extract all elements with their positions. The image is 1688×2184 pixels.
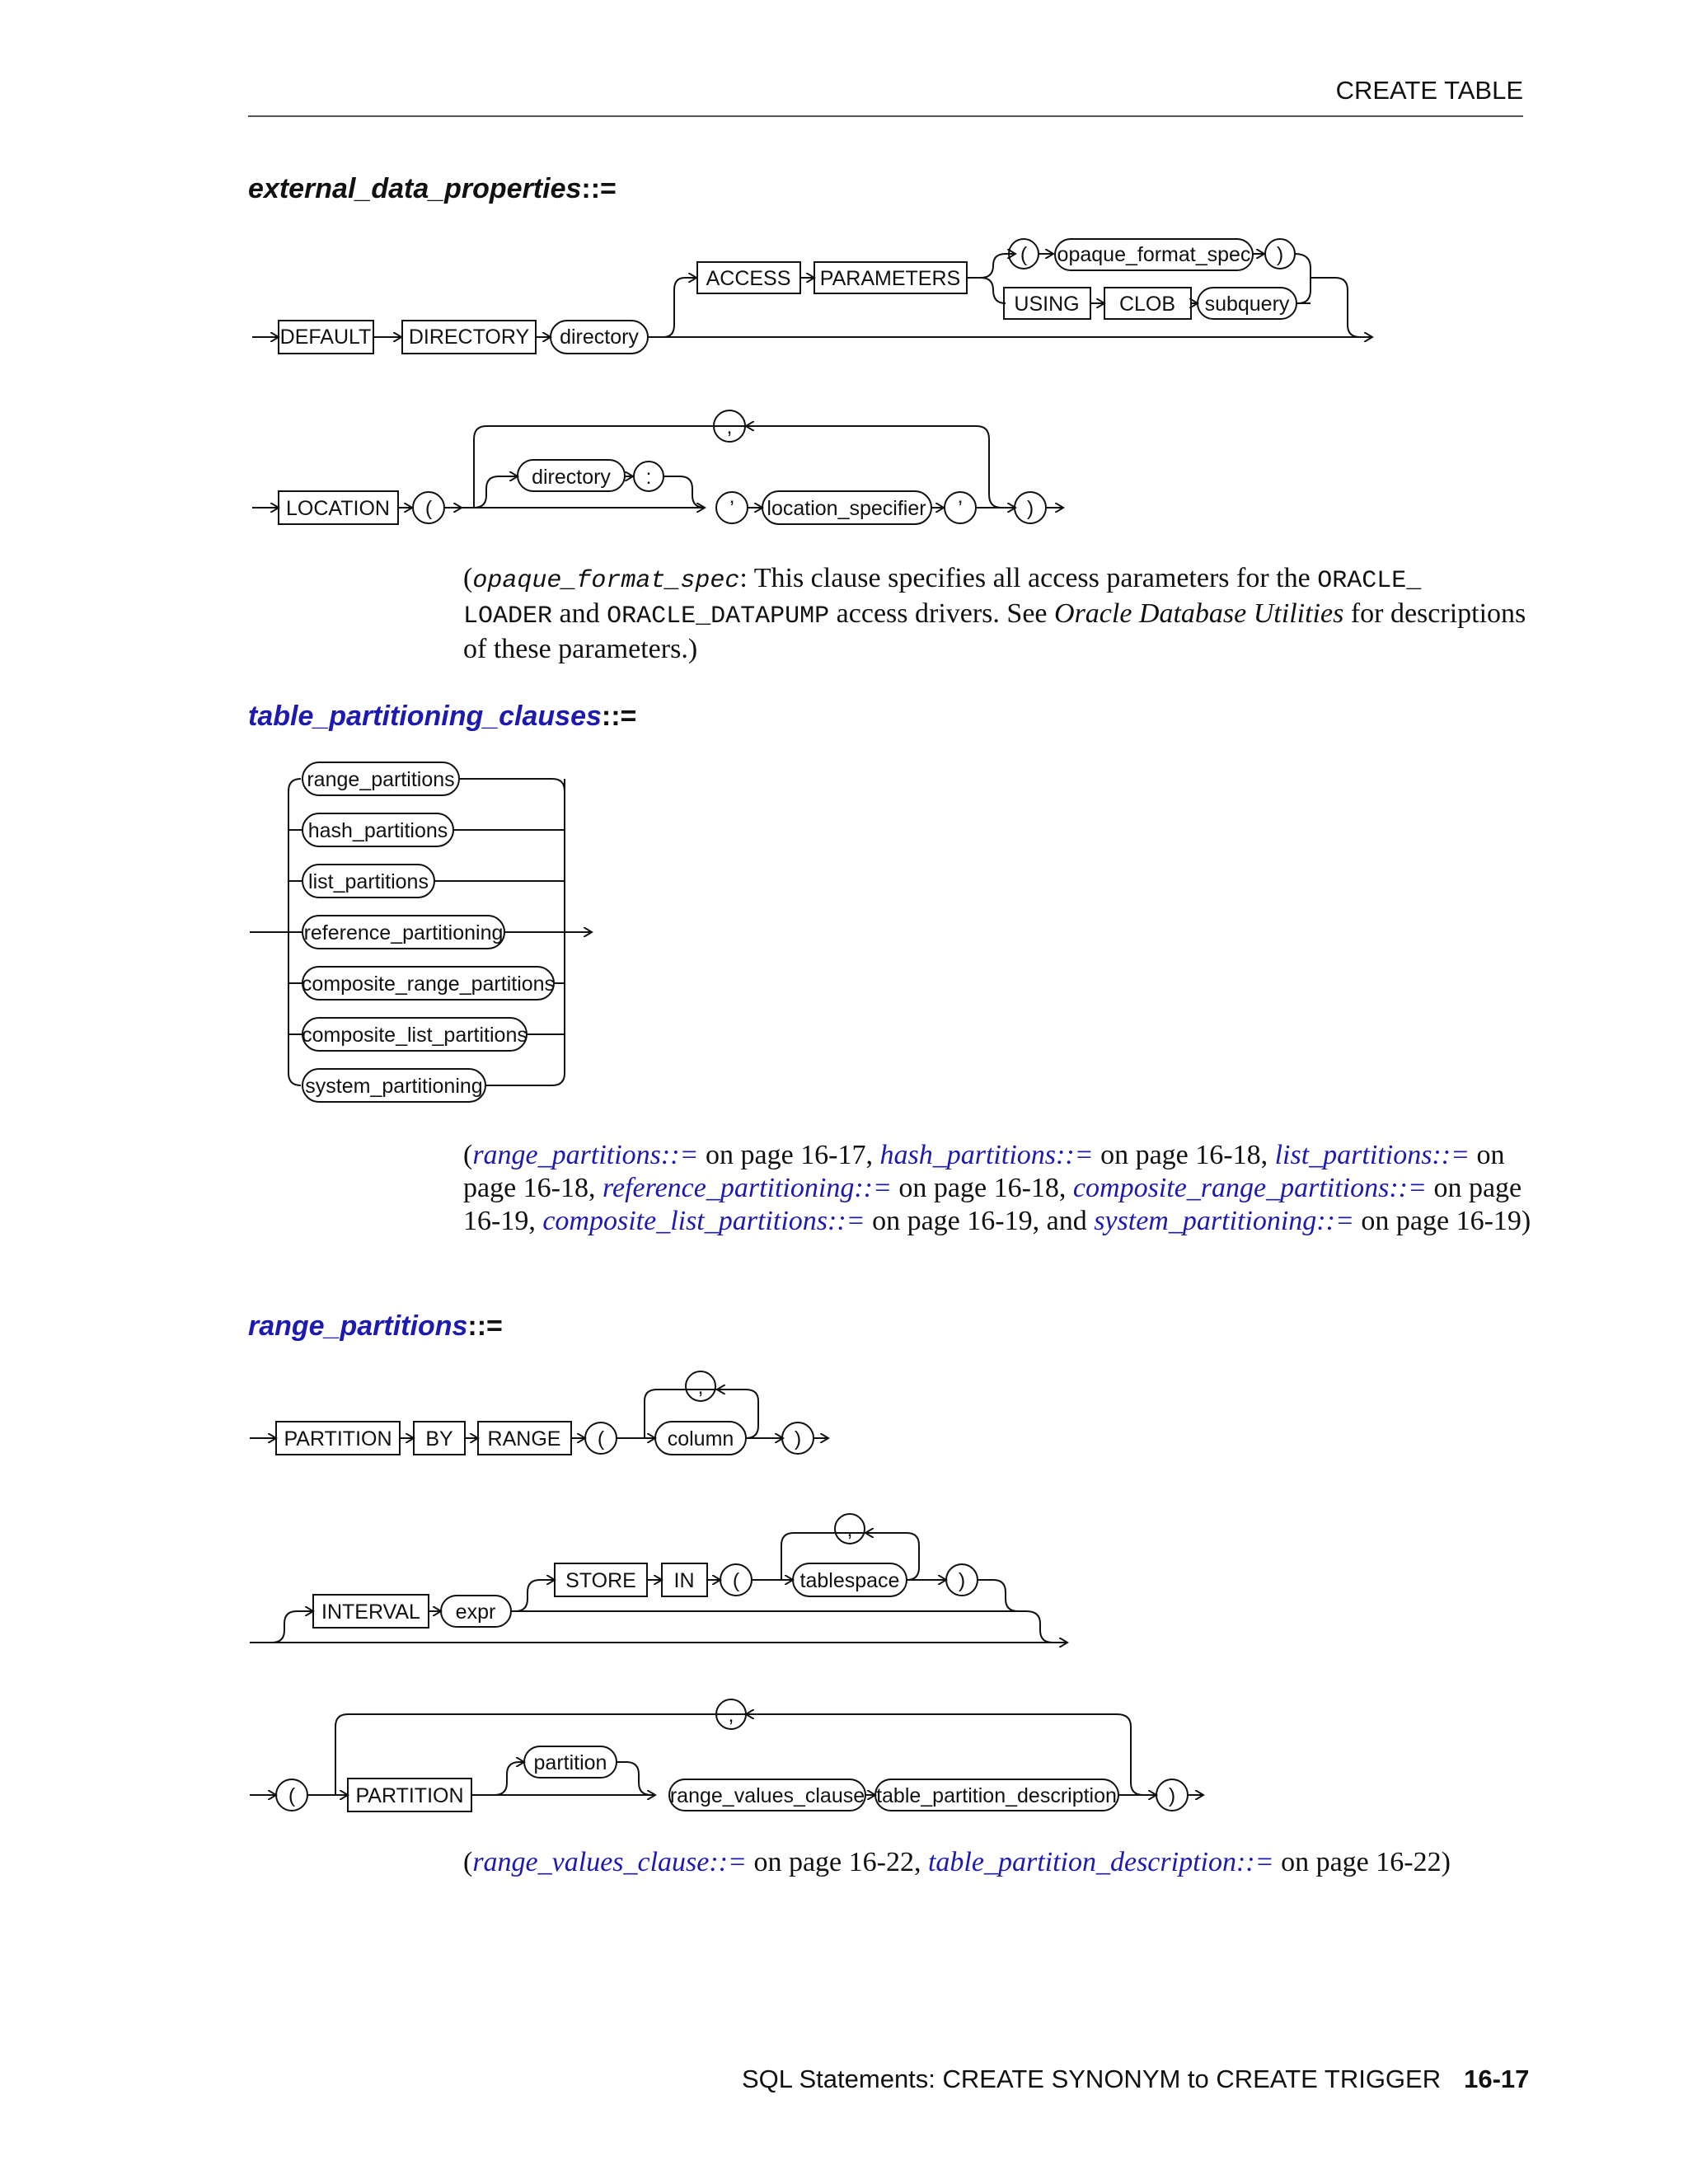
terminal-location: LOCATION	[286, 497, 390, 520]
external-note: (opaque_format_spec: This clause specifies all access parameters for the ORACLE_ LOADER and ORACLE_DATAPUMP access drivers. See Oracle Database Utilities for descriptions of these parameters.)	[463, 563, 1526, 664]
link-hash-partitions[interactable]: hash_partitions::=	[879, 1140, 1094, 1170]
symbol-comma-4: ,	[728, 1704, 734, 1727]
symbol-quote-close: ’	[958, 497, 963, 520]
option-label-range-partitions: range_partitions	[307, 768, 455, 791]
option-label-composite-range-partitions: composite_range_partitions	[301, 972, 556, 996]
nonterminal-directory-2: directory	[532, 466, 611, 489]
symbol-lparen-5: (	[288, 1784, 296, 1807]
section-title-external-data-properties: external_data_properties::=	[248, 173, 617, 204]
running-head: CREATE TABLE	[1335, 76, 1523, 105]
page-number: 16-17	[1464, 2064, 1530, 2093]
symbol-rparen: )	[1276, 243, 1284, 266]
option-label-list-partitions: list_partitions	[308, 870, 429, 893]
symbol-lparen-4: (	[732, 1569, 740, 1592]
nonterminal-subquery: subquery	[1204, 293, 1290, 316]
symbol-rparen-5: )	[1168, 1784, 1176, 1807]
symbol-comma-3: ,	[846, 1518, 853, 1541]
nonterminal-range-values-clause: range_values_clause	[669, 1784, 865, 1807]
symbol-colon: :	[645, 466, 652, 489]
symbol-rparen-3: )	[794, 1427, 802, 1451]
nonterminal-location-specifier: location_specifier	[767, 497, 926, 520]
symbol-quote-open: ’	[729, 497, 734, 520]
link-composite-range-partitions[interactable]: composite_range_partitions::=	[1072, 1173, 1427, 1203]
terminal-access: ACCESS	[706, 267, 791, 290]
option-label-reference-partitioning: reference_partitioning	[303, 921, 504, 944]
nonterminal-partition: partition	[533, 1751, 607, 1774]
terminal-interval: INTERVAL	[321, 1601, 420, 1624]
terminal-clob: CLOB	[1118, 293, 1176, 316]
symbol-rparen-4: )	[958, 1569, 966, 1592]
section-title-range-partitions[interactable]: range_partitions::=	[248, 1310, 503, 1342]
terminal-default: DEFAULT	[279, 326, 372, 349]
section-title-table-partitioning-clauses[interactable]: table_partitioning_clauses::=	[248, 701, 637, 732]
terminal-parameters: PARAMETERS	[819, 267, 961, 290]
nonterminal-opaque-format-spec: opaque_format_spec	[1057, 243, 1251, 266]
symbol-lparen-2: (	[424, 497, 433, 520]
link-composite-list-partitions[interactable]: composite_list_partitions::=	[542, 1206, 865, 1236]
terminal-range: RANGE	[487, 1427, 561, 1451]
terminal-store: STORE	[565, 1569, 636, 1592]
symbol-comma: ,	[726, 415, 733, 438]
nonterminal-expr: expr	[455, 1601, 496, 1624]
footer-title: SQL Statements: CREATE SYNONYM to CREATE TRIGGER	[742, 2064, 1442, 2093]
symbol-comma-2: ,	[697, 1376, 704, 1399]
terminal-in: IN	[673, 1569, 695, 1592]
symbol-lparen-3: (	[597, 1427, 605, 1451]
link-system-partitioning[interactable]: system_partitioning::=	[1094, 1206, 1354, 1236]
symbol-rparen-2: )	[1026, 497, 1034, 520]
option-label-system-partitioning: system_partitioning	[305, 1075, 483, 1098]
table-partitioning-note: (range_partitions::= on page 16-17, hash_partitions::= on page 16-18, list_partitions::= on page 16-18, reference_partitioning::= on page 16-18, composite_range_partitions::= on page 16-19, composite_list_partitions::= on page 16-19, and system_partitioning::= on page 16-19)	[463, 1140, 1531, 1236]
link-range-values-clause[interactable]: range_values_clause::=	[472, 1847, 747, 1877]
nonterminal-column: column	[667, 1427, 734, 1451]
option-label-hash-partitions: hash_partitions	[307, 819, 448, 842]
nonterminal-table-partition-description: table_partition_description	[876, 1784, 1117, 1807]
terminal-by: BY	[425, 1427, 453, 1451]
symbol-lparen: (	[1020, 243, 1028, 266]
terminal-using: USING	[1014, 293, 1080, 316]
link-range-partitions[interactable]: range_partitions::=	[472, 1140, 699, 1170]
link-reference-partitioning[interactable]: reference_partitioning::=	[603, 1173, 892, 1203]
range-partitions-note: (range_values_clause::= on page 16-22, table_partition_description::= on page 16-22)	[463, 1847, 1451, 1877]
nonterminal-directory: directory	[560, 326, 639, 349]
terminal-partition: PARTITION	[284, 1427, 392, 1451]
link-table-partition-description[interactable]: table_partition_description::=	[927, 1847, 1274, 1877]
link-list-partitions[interactable]: list_partitions::=	[1274, 1140, 1470, 1170]
option-label-composite-list-partitions: composite_list_partitions	[302, 1024, 528, 1047]
nonterminal-tablespace: tablespace	[799, 1569, 900, 1592]
page-footer	[742, 2064, 1530, 2094]
terminal-directory: DIRECTORY	[408, 326, 530, 349]
terminal-partition-2: PARTITION	[355, 1784, 464, 1807]
